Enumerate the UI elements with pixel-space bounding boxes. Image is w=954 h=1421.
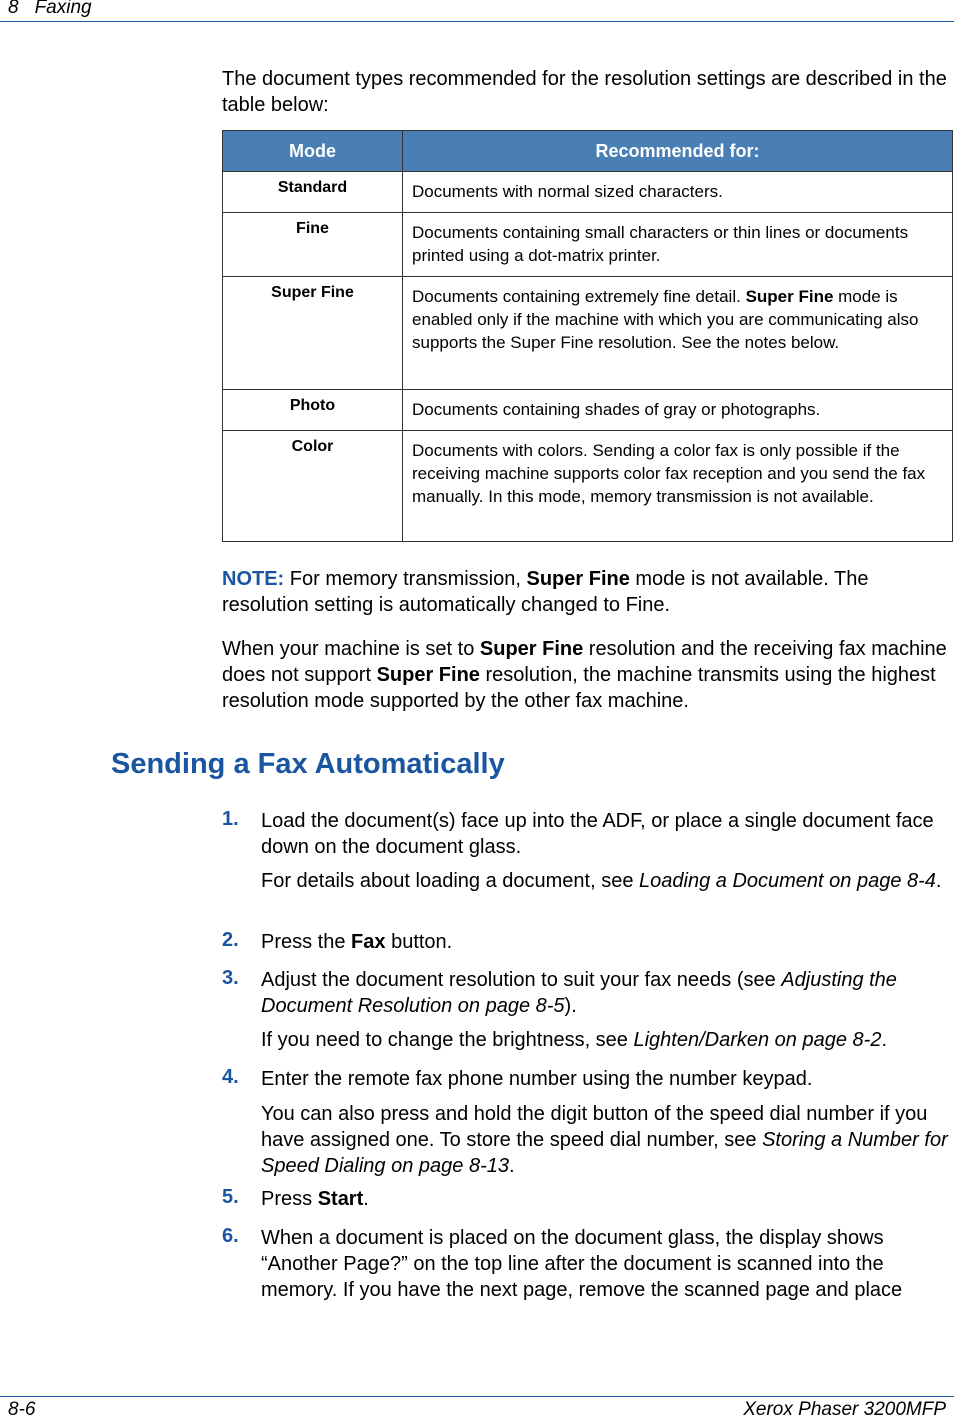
description-cell: Documents containing extremely fine detail. Super Fine mode is enabled only if the machine with which you are communicating also supports the Super Fine resolution. See the notes below. bbox=[403, 277, 953, 390]
table-row bbox=[223, 431, 953, 542]
step-subtext: You can also press and hold the digit button of the speed dial number if you have assigned one. To store the speed dial number, see Storing a Number for Speed Dialing on page 8-13. bbox=[261, 1103, 948, 1177]
table-header-row bbox=[223, 131, 953, 172]
step-number: 2. bbox=[222, 929, 239, 951]
mode-cell: Fine bbox=[223, 213, 403, 277]
mode-cell: Standard bbox=[223, 172, 403, 213]
resolution-paragraph: When your machine is set to Super Fine resolution and the receiving fax machine does not support Super Fine resolution, the machine transmits using the highest resolution mode supported by the other fax machine. bbox=[222, 638, 947, 712]
step-number: 1. bbox=[222, 808, 239, 830]
mode-cell: Super Fine bbox=[223, 277, 403, 390]
footer-rule bbox=[0, 1396, 954, 1397]
table-row bbox=[223, 213, 953, 277]
step-text: Press Start. bbox=[261, 1188, 369, 1210]
step-subtext: If you need to change the brightness, see Lighten/Darken on page 8-2. bbox=[261, 1029, 888, 1051]
step-text: When a document is placed on the document glass, the display shows “Another Page?” on the top line after the document is scanned into the memory. If you have the next page, remove the scanned page and place bbox=[261, 1227, 903, 1301]
table-row bbox=[223, 277, 953, 390]
header-rule bbox=[0, 21, 954, 22]
mode-cell: Photo bbox=[223, 390, 403, 431]
product-name: Xerox Phaser 3200MFP bbox=[743, 1399, 946, 1420]
mode-cell: Color bbox=[223, 431, 403, 542]
section-title: Sending a Fax Automatically bbox=[111, 748, 505, 780]
chapter-heading: 8 Faxing bbox=[8, 0, 92, 18]
step-number: 6. bbox=[222, 1225, 239, 1247]
resolution-table bbox=[222, 130, 953, 542]
page-header bbox=[0, 0, 954, 20]
step-number: 5. bbox=[222, 1186, 239, 1208]
column-header-mode: Mode bbox=[223, 131, 403, 172]
step-number: 3. bbox=[222, 967, 239, 989]
step-number: 4. bbox=[222, 1066, 239, 1088]
column-header-recommended: Recommended for: bbox=[403, 131, 953, 172]
page-number: 8-6 bbox=[8, 1399, 36, 1420]
step-text: Enter the remote fax phone number using the number keypad. bbox=[261, 1068, 813, 1090]
description-cell: Documents containing shades of gray or photographs. bbox=[403, 390, 953, 431]
description-cell: Documents with colors. Sending a color fax is only possible if the receiving machine supports color fax reception and you send the fax manually. In this mode, memory transmission is not available. bbox=[403, 431, 953, 542]
step-subtext: For details about loading a document, see Loading a Document on page 8-4. bbox=[261, 870, 942, 892]
note-label: NOTE: bbox=[222, 568, 285, 590]
description-cell: Documents containing small characters or thin lines or documents printed using a dot-matrix printer. bbox=[403, 213, 953, 277]
intro-paragraph: The document types recommended for the resolution settings are described in the table below: bbox=[222, 68, 947, 116]
table-row bbox=[223, 390, 953, 431]
description-cell: Documents with normal sized characters. bbox=[403, 172, 953, 213]
table-row bbox=[223, 172, 953, 213]
step-text: Load the document(s) face up into the ADF, or place a single document face down on the document glass. bbox=[261, 810, 934, 858]
note-paragraph: NOTE: For memory transmission, Super Fine mode is not available. The resolution setting is automatically changed to Fine. bbox=[222, 568, 869, 616]
step-text: Adjust the document resolution to suit your fax needs (see Adjusting the Document Resolution on page 8-5). bbox=[261, 969, 897, 1017]
step-text: Press the Fax button. bbox=[261, 931, 453, 953]
